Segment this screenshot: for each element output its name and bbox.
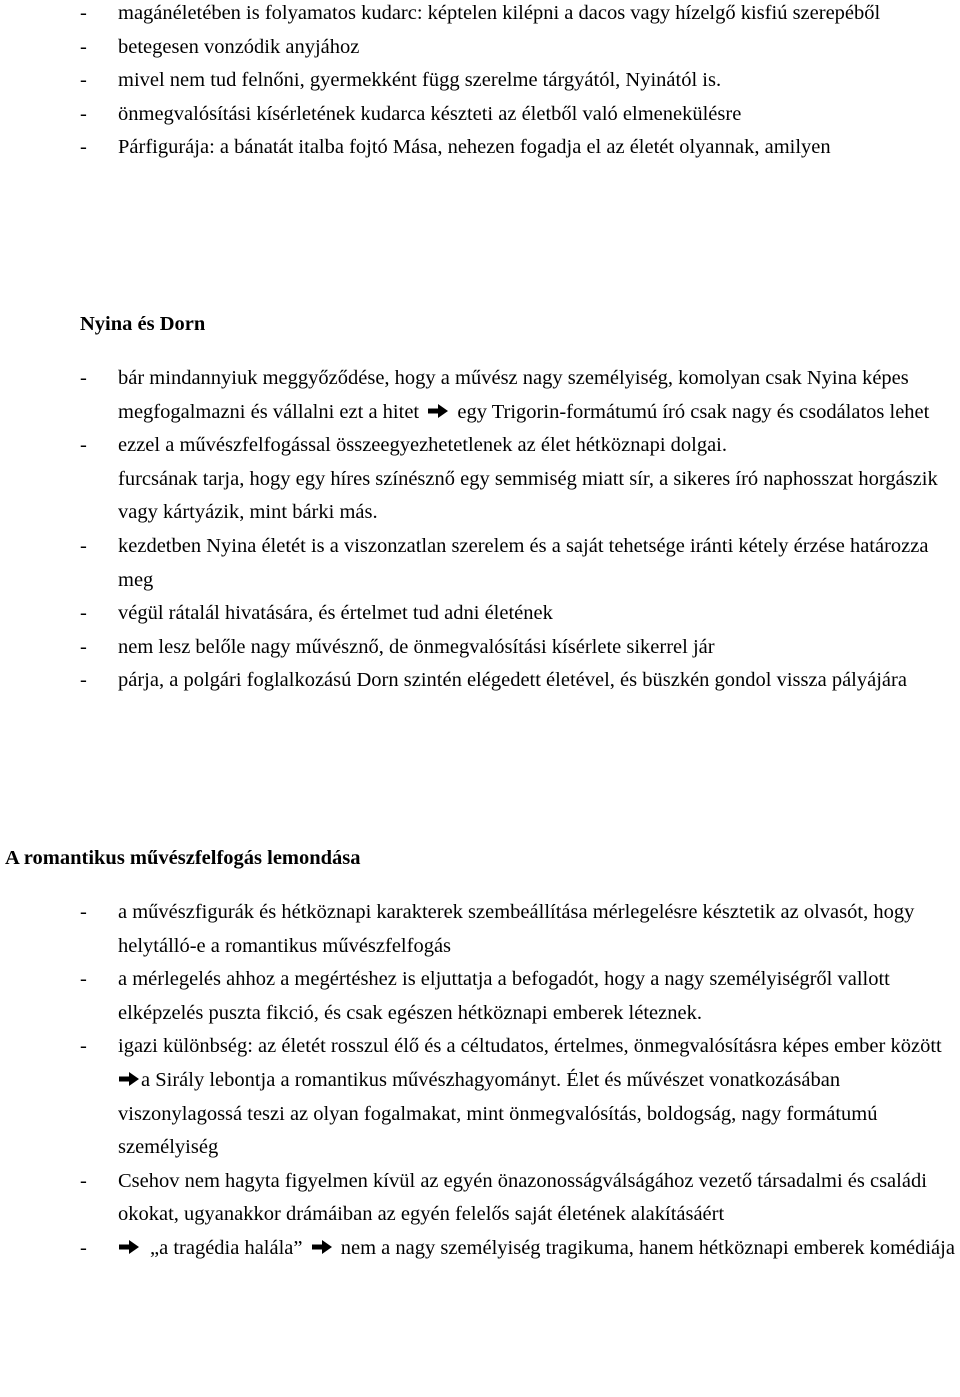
list-item — [0, 1030, 960, 1164]
list-item — [0, 31, 960, 65]
list-item — [0, 0, 960, 31]
dash: - — [80, 136, 87, 159]
list-item — [0, 530, 960, 597]
dash: - — [80, 69, 87, 92]
list-item-text: önmegvalósítási kísérletének kudarca készteti az életből való elmenekülésre — [118, 102, 742, 125]
arrow-paragraph — [118, 1064, 960, 1165]
arrow-right-icon — [118, 1071, 140, 1087]
list-item-text: párja, a polgári foglalkozású Dorn szintén elégedett életével, és büszkén gondol vissza pályájára — [118, 669, 907, 692]
list-item — [0, 362, 960, 429]
list-item — [0, 64, 960, 98]
arrow-paragraph-text: a Sirály lebontja a romantikus művészhagyományt. Élet és művészet vonatkozásában viszonylagossá teszi az olyan fogalmakat, mint önmegvalósítás, boldogság, nagy formátumú személyiség — [118, 1068, 878, 1159]
list-item — [0, 631, 960, 665]
dash: - — [80, 901, 87, 923]
arrow-right-icon — [427, 403, 449, 419]
dash: - — [80, 1236, 87, 1259]
list-item — [0, 664, 960, 698]
list-item-text: mivel nem tud felnőni, gyermekként függ szerelme tárgyától, Nyinától is. — [118, 69, 722, 92]
list-item — [0, 963, 960, 1030]
list-item — [0, 597, 960, 631]
list-item-text: ezzel a művészfelfogással összeegyezhetetlenek az élet hétköznapi dolgai. — [118, 434, 728, 457]
list-item-text: végül rátalál hivatására, és értelmet tud adni életének — [118, 602, 553, 625]
dash: - — [80, 669, 87, 692]
arrow-right-icon — [311, 1239, 333, 1255]
dash: - — [80, 602, 87, 625]
dash: - — [80, 635, 87, 658]
list-item — [0, 131, 960, 165]
dash: - — [80, 367, 87, 389]
dash: - — [80, 2, 87, 24]
list-item — [0, 1165, 960, 1232]
bullet-list-section-3 — [0, 896, 960, 1266]
list-item — [0, 1232, 960, 1266]
list-item-text: a mérlegelés ahhoz a megértéshez is eljuttatja a befogadót, hogy a nagy személyiségről vallott elképzelés puszta fikció, és csak egészen hétköznapi emberek léteznek. — [118, 968, 890, 1024]
section-heading-romantikus: A romantikus művészfelfogás lemondása — [5, 847, 361, 869]
dash: - — [80, 35, 87, 58]
quote-text: „a tragédia halála” — [150, 1236, 303, 1259]
list-item-text: nem a nagy személyiség tragikuma, hanem hétköznapi emberek komédiája — [340, 1236, 955, 1259]
list-item-text: igazi különbség: az életét rosszul élő és a céltudatos, értelmes, önmegvalósításra képes ember között — [118, 1035, 942, 1058]
list-item-continuation: furcsának tarja, hogy egy híres színésznő egy semmiség miatt sír, a sikeres író naphosszat horgászik vagy kártyázik, mint bárki más. — [118, 467, 938, 524]
bullet-list-section-1 — [0, 0, 960, 165]
list-item — [0, 896, 960, 963]
list-item — [0, 429, 960, 530]
dash: - — [80, 534, 87, 557]
dash: - — [80, 1169, 87, 1192]
list-item-text: betegesen vonzódik anyjához — [118, 35, 360, 58]
list-item — [0, 98, 960, 132]
list-item-text: kezdetben Nyina életét is a viszonzatlan szerelem és a saját tehetsége iránti kétely érzése határozza meg — [118, 534, 929, 591]
arrow-right-icon — [118, 1239, 140, 1255]
dash: - — [80, 968, 87, 991]
dash: - — [80, 102, 87, 125]
section-heading-nyina-dorn: Nyina és Dorn — [80, 313, 206, 335]
list-item-text: a művészfigurák és hétköznapi karakterek szembeállítása mérlegelésre késztetik az olvasót, hogy helytálló-e a romantikus művészfelfogás — [118, 901, 915, 957]
list-item-text: bár mindannyiuk meggyőződése, hogy a művész nagy személyiség, komolyan csak Nyina képes megfogalmazni és vállalni ezt a hitet — [118, 367, 909, 423]
list-item-text: Csehov nem hagyta figyelmen kívül az egyén önazonosságválságához vezető társadalmi és családi okokat, ugyanakkor drámáiban az egyén felelős saját életének alakításáért — [118, 1169, 927, 1226]
bullet-list-section-2 — [0, 362, 960, 698]
dash: - — [80, 1035, 87, 1058]
list-item-text: magánéletében is folyamatos kudarc: képtelen kilépni a dacos vagy hízelgő kisfiú szerepéből — [118, 2, 881, 24]
list-item-text: egy Trigorin-formátumú író csak nagy és csodálatos lehet — [457, 400, 930, 423]
list-item-text: nem lesz belőle nagy művésznő, de önmegvalósítási kísérlete sikerrel jár — [118, 635, 715, 658]
dash: - — [80, 434, 87, 457]
list-item-text: Párfigurája: a bánatát italba fojtó Mása, nehezen fogadja el az életét olyannak, amilyen — [118, 136, 831, 159]
